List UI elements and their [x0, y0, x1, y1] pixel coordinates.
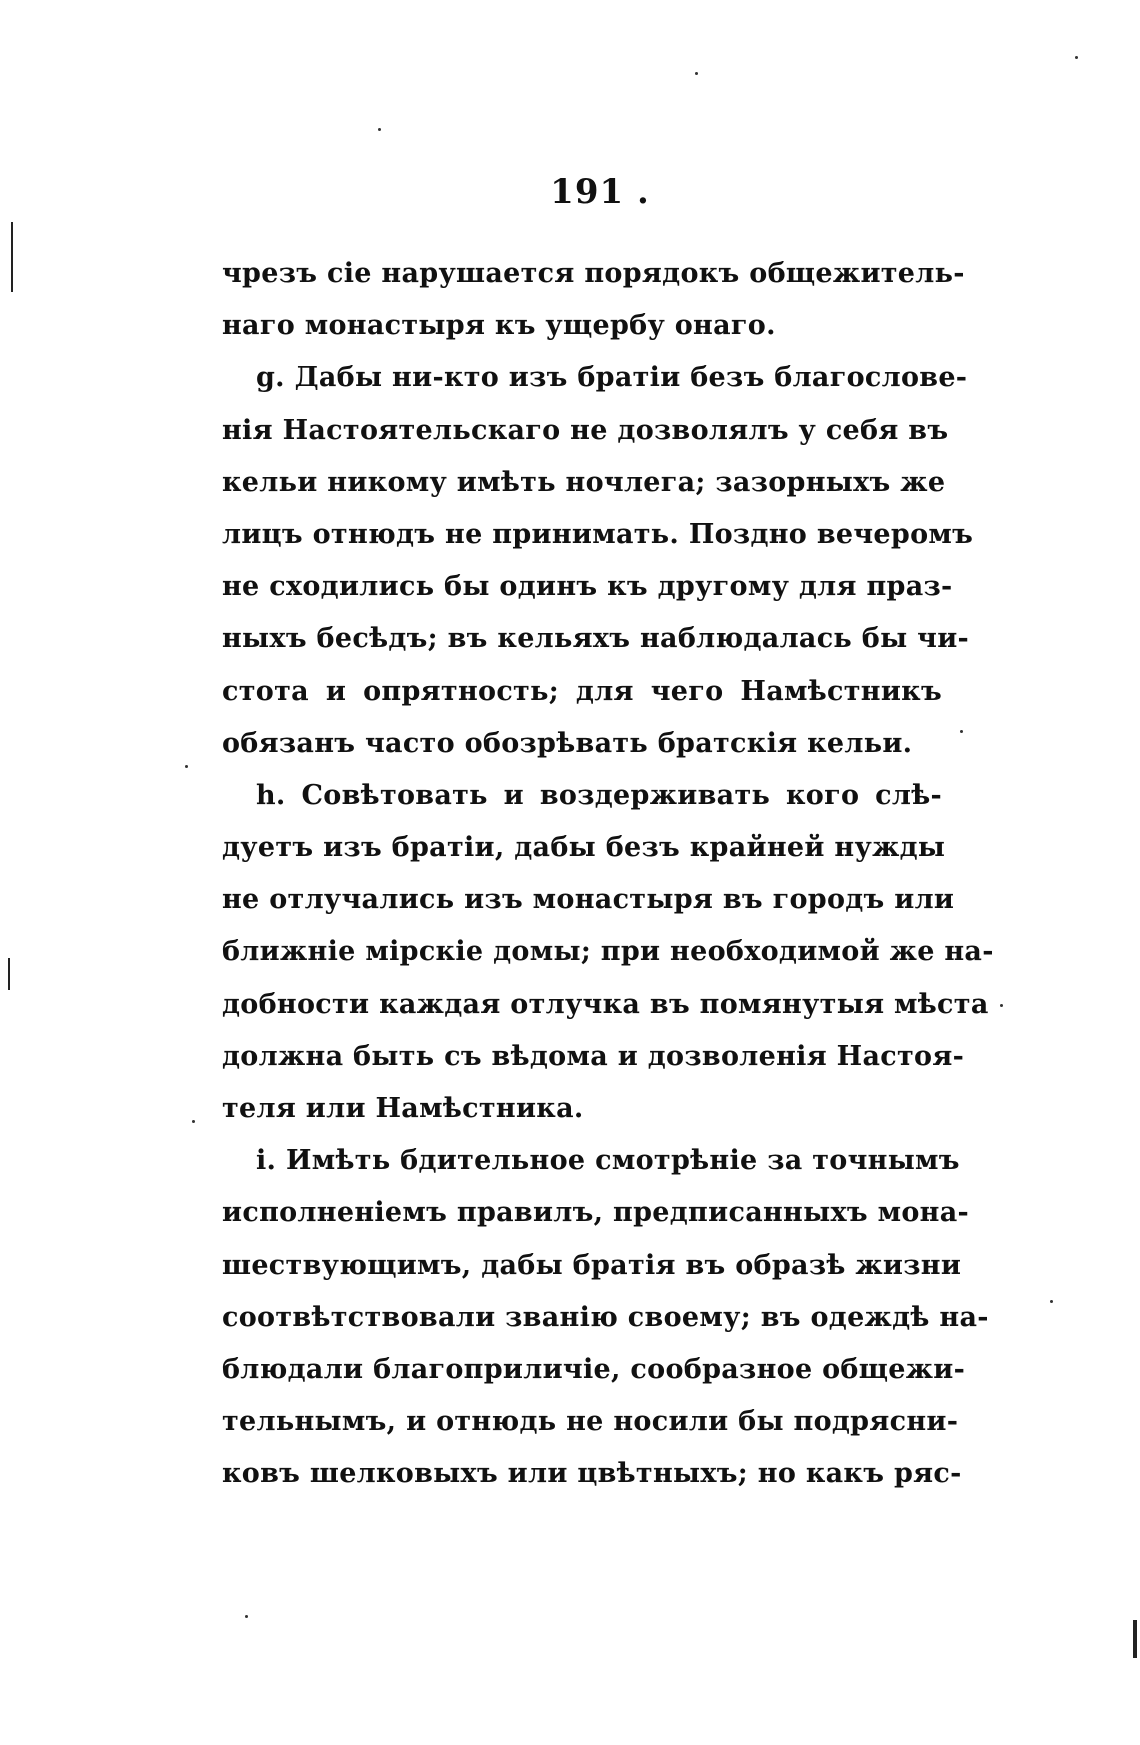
text-line: чрезъ сіе нарушается порядокъ общежитель-	[222, 258, 965, 289]
text-line: наго монастыря къ ущербу онаго.	[222, 310, 776, 342]
text-line: ближніе мірскіе домы; при необходимой же на-	[222, 936, 994, 968]
paragraph-h	[222, 770, 994, 1135]
text-line: і. Имѣть бдительное смотрѣніе за точнымъ	[256, 1145, 960, 1177]
text-line: лицъ отнюдъ не принимать. Поздно вечеромъ	[222, 518, 974, 550]
text-line: тельнымъ, и отнюдь не носили бы подрясни-	[222, 1406, 959, 1438]
text-line: нія Настоятельскаго не дозволялъ у себя въ	[222, 414, 949, 446]
scan-speck	[1075, 56, 1078, 59]
scan-speck	[192, 1120, 195, 1123]
text-line: исполненіемъ правилъ, предписанныхъ мона-	[222, 1197, 970, 1229]
text-line: ковъ шелковыхъ или цвѣтныхъ; но какъ ряс-	[222, 1458, 962, 1490]
text-line: дуетъ изъ братіи, дабы безъ крайней нужды	[222, 832, 946, 864]
paragraph-i	[222, 1135, 989, 1500]
scan-edge-mark	[1133, 1620, 1137, 1658]
text-line: не отлучались изъ монастыря въ городъ или	[222, 884, 955, 916]
scan-edge-mark	[8, 958, 10, 990]
scan-speck	[1000, 1004, 1003, 1007]
text-line: не сходились бы одинъ къ другому для праз-	[222, 571, 953, 603]
text-line: шествующимъ, дабы братія въ образѣ жизни	[222, 1249, 962, 1281]
text-line: теля или Намѣстника.	[222, 1093, 584, 1124]
text-line: ныхъ бесѣдъ; въ кельяхъ наблюдалась бы чи-	[222, 623, 970, 655]
scan-speck	[185, 765, 188, 768]
paragraph-g	[222, 352, 974, 770]
text-line: g. Дабы ни-кто изъ братіи безъ благослове-	[256, 362, 968, 394]
scan-speck	[378, 128, 381, 131]
scan-speck	[245, 1615, 248, 1618]
body-text	[222, 248, 994, 1501]
text-line: блюдали благоприличіе, сообразное общежи-	[222, 1353, 966, 1385]
page-number: 191 .	[550, 172, 650, 212]
scan-speck	[960, 730, 963, 733]
text-line: обязанъ часто обозрѣвать братскія кельи.	[222, 727, 913, 759]
text-line: стота и опрятность; для чего Намѣстникъ	[222, 675, 942, 707]
scan-speck	[1050, 1300, 1053, 1303]
scan-speck	[695, 72, 698, 75]
text-line: должна быть съ вѣдома и дозволенія Настоя-	[222, 1040, 965, 1072]
paragraph-continuation	[222, 248, 965, 352]
text-line: добности каждая отлучка въ помянутыя мѣста	[222, 988, 989, 1020]
text-line: кельи никому имѣть ночлега; зазорныхъ же	[222, 466, 946, 498]
scan-edge-mark	[11, 222, 13, 292]
text-line: соотвѣтствовали званію своему; въ одеждѣ на-	[222, 1301, 989, 1333]
text-line: h. Совѣтовать и воздерживать кого слѣ-	[256, 779, 942, 811]
